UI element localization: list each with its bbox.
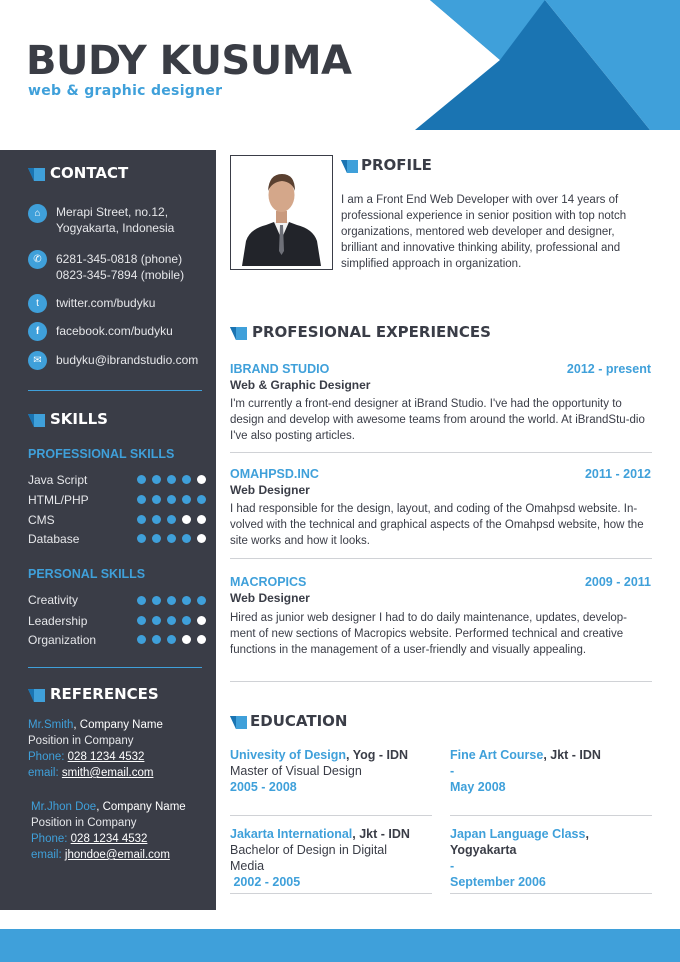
education-divider: [230, 893, 432, 894]
section-flag-icon: [28, 168, 45, 181]
education-years: May 2008: [450, 780, 506, 794]
portrait-image: [234, 159, 329, 266]
rating-dot-filled: [167, 596, 176, 605]
education-location: , Jkt - IDN: [543, 748, 601, 762]
rating-dot-filled: [167, 534, 176, 543]
section-flag-icon: [28, 414, 45, 427]
phone-icon: ✆: [28, 250, 47, 269]
rating-dot-filled: [197, 495, 206, 504]
education-degree: Master of Visual Design: [230, 764, 362, 778]
resume-title: web & graphic designer: [28, 83, 223, 99]
rating-dot-filled: [152, 596, 161, 605]
education-divider: [450, 815, 652, 816]
skill-rating: [137, 616, 207, 626]
rating-dot-filled: [137, 475, 146, 484]
education-location: , Jkt - IDN: [352, 827, 410, 841]
rating-dot-empty: [197, 515, 206, 524]
rating-dot-empty: [182, 515, 191, 524]
rating-dot-filled: [167, 475, 176, 484]
experience-years: 2009 - 2011: [584, 575, 651, 589]
education-years: 2005 - 2008: [230, 780, 297, 794]
rating-dot-filled: [182, 475, 191, 484]
skill-name: CMS: [28, 513, 55, 527]
rating-dot-filled: [152, 534, 161, 543]
sidebar: [0, 150, 216, 910]
education-years: 2002 - 2005: [230, 875, 301, 889]
reference-email[interactable]: smith@email.com: [61, 767, 154, 779]
contact-heading: CONTACT: [50, 164, 129, 182]
experience-divider: [230, 558, 652, 559]
education-heading: EDUCATION: [250, 712, 348, 730]
skill-rating: [137, 475, 207, 485]
reference-position: Position in Company: [31, 817, 137, 829]
reference-email-line: [31, 849, 170, 861]
education-degree: -: [450, 764, 455, 778]
experience-description: Hired as junior web designer I had to do daily maintenance, updates, develop-ment of new sections of Macropics website. Performed technical and creative functions in the management of a user-friendly and visually appealing.: [230, 612, 627, 656]
education-institution: Jakarta International: [230, 827, 353, 841]
phone-line-2: 0823-345-7894 (mobile): [56, 268, 185, 282]
email-address[interactable]: budyku@ibrandstudio.com: [56, 353, 199, 367]
address-line-2: Yogyakarta, Indonesia: [56, 221, 175, 235]
education-years: September 2006: [450, 875, 546, 889]
reference-email[interactable]: jhondoe@email.com: [64, 849, 170, 861]
home-icon: ⌂: [28, 204, 47, 223]
rating-dot-filled: [167, 616, 176, 625]
education-divider: [450, 893, 652, 894]
references-heading: REFERENCES: [50, 685, 159, 703]
resume-name: BUDY KUSUMA: [26, 38, 352, 84]
experience-divider: [230, 681, 652, 682]
phone-label: Phone:: [31, 833, 68, 845]
rating-dot-filled: [167, 635, 176, 644]
education-entry: [230, 826, 435, 890]
skill-rating: [137, 515, 207, 525]
skill-name: Organization: [28, 633, 97, 647]
education-degree: -: [450, 859, 455, 873]
phone-line-1: 6281-345-0818 (phone): [56, 252, 183, 266]
education-location: , Yog - IDN: [346, 748, 409, 762]
education-entry: [450, 826, 655, 890]
address-line-1: Merapi Street, no.12,: [56, 205, 169, 219]
reference-name: Mr.Jhon Doe: [31, 801, 97, 813]
education-entry: [230, 747, 435, 795]
sidebar-divider: [28, 390, 202, 391]
experience-heading: PROFESIONAL EXPERIENCES: [252, 323, 491, 341]
rating-dot-filled: [197, 596, 206, 605]
rating-dot-filled: [182, 596, 191, 605]
rating-dot-empty: [197, 616, 206, 625]
section-flag-icon: [230, 716, 247, 729]
education-institution: Univesity of Design: [230, 748, 346, 762]
rating-dot-filled: [182, 495, 191, 504]
facebook-icon: f: [28, 322, 47, 341]
rating-dot-filled: [137, 534, 146, 543]
experience-description: I'm currently a front-end designer at iBrand Studio. I've had the opportunity to design and develop with awesome teams from around the world. At iBrandStu-dio I've also posting articles.: [230, 398, 645, 442]
email-label: email:: [31, 849, 62, 861]
rating-dot-filled: [137, 495, 146, 504]
experience-role: Web Designer: [230, 591, 310, 605]
rating-dot-filled: [137, 515, 146, 524]
rating-dot-filled: [182, 616, 191, 625]
profile-photo: [230, 155, 333, 270]
profile-heading: PROFILE: [361, 156, 432, 174]
rating-dot-empty: [197, 534, 206, 543]
reference-email-line: [28, 767, 153, 779]
rating-dot-empty: [197, 475, 206, 484]
reference-company: Company Name: [102, 801, 186, 813]
reference-phone-line: [31, 833, 147, 845]
skill-rating: [137, 596, 207, 606]
section-flag-icon: [341, 160, 358, 173]
section-flag-icon: [28, 689, 45, 702]
rating-dot-filled: [152, 515, 161, 524]
skill-name: Database: [28, 532, 80, 546]
twitter-icon: t: [28, 294, 47, 313]
education-institution: Fine Art Course: [450, 748, 544, 762]
skills-heading: SKILLS: [50, 410, 108, 428]
reference-name-line: Mr.Smith, Company Name: [28, 719, 163, 731]
phone-label: Phone:: [28, 751, 65, 763]
reference-name: Mr.Smith: [28, 719, 74, 731]
experience-company: IBRAND STUDIO: [230, 362, 330, 376]
twitter-handle[interactable]: twitter.com/budyku: [56, 296, 156, 310]
skill-rating: [137, 534, 207, 544]
education-entry: [450, 747, 655, 795]
experience-company: MACROPICS: [230, 575, 307, 589]
skill-rating: [137, 495, 207, 505]
experience-years: 2011 - 2012: [584, 467, 651, 481]
reference-position: Position in Company: [28, 735, 134, 747]
reference-phone[interactable]: 028 1234 4532: [70, 833, 148, 845]
experience-description: I had responsible for the design, layout, and coding of the Omahpsd website. In-volved with the technical and graphical aspects of the Omahpsd website, how the site works and how it looks.: [230, 503, 644, 547]
personal-skills-label: PERSONAL SKILLS: [28, 567, 146, 581]
experience-divider: [230, 452, 652, 453]
profile-text: I am a Front End Web Developer with over 14 years of professional experience in senior position with top notch organizations, mentored web developer and designer, brilliant and innovative thinking ability, professional and simplified approach in organization.: [341, 194, 627, 270]
sidebar-divider: [28, 667, 202, 668]
email-icon: ✉: [28, 351, 47, 370]
experience-company: OMAHPSD.INC: [230, 467, 319, 481]
experience-role: Web Designer: [230, 483, 310, 497]
rating-dot-empty: [182, 635, 191, 644]
email-label: email:: [28, 767, 59, 779]
education-divider: [230, 815, 432, 816]
skill-name: Creativity: [28, 593, 79, 607]
education-institution: Japan Language Class: [450, 827, 586, 841]
rating-dot-filled: [152, 635, 161, 644]
footer-bar: [0, 929, 680, 962]
rating-dot-filled: [182, 534, 191, 543]
rating-dot-filled: [152, 475, 161, 484]
reference-name-line: Mr.Jhon Doe, Company Name: [31, 801, 186, 813]
skill-name: Leadership: [28, 614, 88, 628]
rating-dot-empty: [197, 635, 206, 644]
education-location: , Yogyakarta: [450, 827, 589, 857]
rating-dot-filled: [167, 515, 176, 524]
rating-dot-filled: [167, 495, 176, 504]
rating-dot-filled: [152, 495, 161, 504]
experience-years: 2012 - present: [566, 362, 651, 376]
rating-dot-filled: [137, 635, 146, 644]
rating-dot-filled: [137, 616, 146, 625]
rating-dot-filled: [152, 616, 161, 625]
reference-company: Company Name: [79, 719, 163, 731]
facebook-handle[interactable]: facebook.com/budyku: [56, 324, 173, 338]
rating-dot-filled: [137, 596, 146, 605]
skill-name: Java Script: [28, 473, 88, 487]
reference-phone-line: [28, 751, 144, 763]
section-flag-icon: [230, 327, 247, 340]
reference-phone[interactable]: 028 1234 4532: [67, 751, 145, 763]
experience-role: Web & Graphic Designer: [230, 378, 371, 392]
professional-skills-label: PROFESSIONAL SKILLS: [28, 447, 175, 461]
skill-rating: [137, 635, 207, 645]
education-degree: Bachelor of Design in Digital Media: [230, 843, 388, 873]
skill-name: HTML/PHP: [28, 493, 89, 507]
